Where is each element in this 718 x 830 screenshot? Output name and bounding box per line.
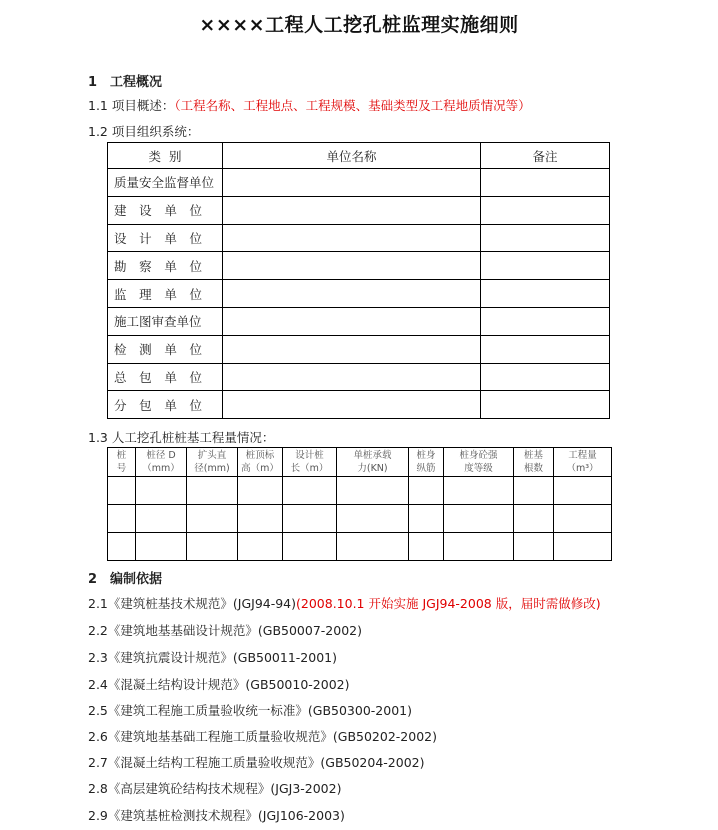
pile-quantity-cell xyxy=(337,533,409,561)
organization-category-label xyxy=(114,340,202,358)
reference-item xyxy=(88,675,349,693)
header-text-line: 径(mm) xyxy=(194,463,230,474)
organization-category-cell xyxy=(108,224,223,252)
reference-item xyxy=(88,594,601,612)
category-char: 包 xyxy=(139,369,152,385)
pile-quantity-row xyxy=(108,477,612,505)
organization-category-cell: 施工图审查单位 xyxy=(108,307,223,335)
category-char: 计 xyxy=(139,230,152,246)
pile-quantity-cell xyxy=(136,505,187,533)
organization-category-label xyxy=(114,285,202,303)
header-text-line: 高（m） xyxy=(241,463,279,474)
organization-table xyxy=(107,142,610,419)
item-1-3-label: 1.3 人工挖孔桩桩基工程量情况： xyxy=(88,430,275,445)
organization-category-cell: 质量安全监督单位 xyxy=(108,169,223,197)
organization-category-cell xyxy=(108,391,223,419)
pile-quantity-header-cell xyxy=(554,448,612,477)
section-2-heading xyxy=(88,568,162,587)
pile-quantity-row xyxy=(108,533,612,561)
header-unit-name: 单位名称 xyxy=(223,143,481,169)
pile-quantity-cell xyxy=(238,505,283,533)
pile-quantity-cell xyxy=(409,533,444,561)
item-1-2-label: 1.2 项目组织系统： xyxy=(88,124,200,139)
section-2-title: 编制依据 xyxy=(110,572,163,587)
reference-item xyxy=(88,648,337,666)
organization-category-label xyxy=(114,201,202,219)
category-char: 设 xyxy=(139,203,152,219)
category-char: 总 xyxy=(114,369,127,385)
unit-name-cell xyxy=(223,307,481,335)
header-remarks: 备注 xyxy=(481,143,610,169)
category-char: 位 xyxy=(189,230,202,246)
header-category: 类 别 xyxy=(108,143,223,169)
header-text-line: 单桩承载 xyxy=(353,450,392,461)
remarks-cell xyxy=(481,169,610,197)
pile-quantity-cell xyxy=(444,533,514,561)
header-text-line: 桩顶标 xyxy=(245,450,275,461)
pile-quantity-cell xyxy=(554,533,612,561)
category-char: 单 xyxy=(164,397,177,413)
organization-row xyxy=(108,224,610,252)
pile-quantity-cell xyxy=(238,533,283,561)
reference-item xyxy=(88,727,437,745)
reference-item xyxy=(88,806,345,824)
reference-text: 2.5《建筑工程施工质量验收统一标准》(GB50300-2001) xyxy=(88,703,412,718)
pile-quantity-cell xyxy=(554,477,612,505)
organization-category-cell xyxy=(108,252,223,280)
reference-text: 2.3《建筑抗震设计规范》(GB50011-2001) xyxy=(88,650,337,665)
header-text-line: 扩头直 xyxy=(197,450,227,461)
organization-category-label xyxy=(114,229,202,247)
header-text-line: （mm） xyxy=(142,463,180,474)
header-text-line: 设计桩 xyxy=(295,450,324,461)
category-char: 察 xyxy=(139,258,152,274)
pile-quantity-cell xyxy=(514,533,554,561)
remarks-cell xyxy=(481,280,610,308)
pile-quantity-cell xyxy=(238,477,283,505)
reference-text: 2.2《建筑地基基础设计规范》(GB50007-2002) xyxy=(88,623,362,638)
organization-category-cell xyxy=(108,196,223,224)
pile-quantity-cell xyxy=(187,477,238,505)
reference-text: 2.9《建筑基桩检测技术规程》(JGJ106-2003) xyxy=(88,808,345,823)
organization-row xyxy=(108,169,610,197)
header-text-line: 桩径 D xyxy=(146,450,176,461)
reference-text: 2.6《建筑地基基础工程施工质量验收规范》(GB50202-2002) xyxy=(88,729,437,744)
header-text-line: 工程量 xyxy=(568,450,597,461)
pile-quantity-header-cell xyxy=(283,448,337,477)
pile-quantity-cell xyxy=(108,505,136,533)
category-char: 单 xyxy=(164,286,177,302)
header-text-line: 桩身 xyxy=(416,450,436,461)
pile-quantity-header-cell xyxy=(187,448,238,477)
pile-quantity-cell xyxy=(136,477,187,505)
category-char: 理 xyxy=(139,286,152,302)
organization-row xyxy=(108,335,610,363)
reference-note: (2008.10.1 开始实施 JGJ94-2008 版，届时需做修改) xyxy=(296,596,601,611)
category-char: 单 xyxy=(164,230,177,246)
category-char: 位 xyxy=(189,258,202,274)
organization-category-label xyxy=(114,396,202,414)
document-title: ××××工程人工挖孔桩监理实施细则 xyxy=(199,14,519,36)
header-text-line: 号 xyxy=(116,463,127,474)
pile-quantity-cell xyxy=(444,505,514,533)
organization-row xyxy=(108,391,610,419)
pile-quantity-cell xyxy=(108,477,136,505)
pile-quantity-cell xyxy=(514,505,554,533)
category-char: 监 xyxy=(114,286,127,302)
reference-item xyxy=(88,753,424,771)
organization-table-header xyxy=(108,143,610,169)
pile-quantity-cell xyxy=(337,505,409,533)
category-char: 测 xyxy=(139,342,152,358)
unit-name-cell xyxy=(223,224,481,252)
pile-quantity-cell xyxy=(409,477,444,505)
organization-row xyxy=(108,280,610,308)
pile-quantity-cell xyxy=(283,477,337,505)
pile-quantity-header-cell xyxy=(444,448,514,477)
section-1-number: 1 xyxy=(88,75,98,90)
pile-quantity-header-cell xyxy=(108,448,136,477)
unit-name-cell xyxy=(223,335,481,363)
category-char: 位 xyxy=(189,203,202,219)
remarks-cell xyxy=(481,196,610,224)
reference-text: 2.8《高层建筑砼结构技术规程》(JGJ3-2002) xyxy=(88,781,342,796)
header-text-line: 根数 xyxy=(523,463,543,474)
pile-quantity-cell xyxy=(187,505,238,533)
category-char: 勘 xyxy=(114,258,127,274)
pile-quantity-cell xyxy=(337,477,409,505)
header-text-line: 桩身砼强 xyxy=(459,450,498,461)
remarks-cell xyxy=(481,335,610,363)
section-2-number: 2 xyxy=(88,572,98,587)
header-text-line: 纵筋 xyxy=(416,463,436,474)
reference-item xyxy=(88,701,412,719)
category-char: 位 xyxy=(189,342,202,358)
header-text-line: 长（m） xyxy=(290,463,329,474)
item-1-1-label: 1.1 项目概述： xyxy=(88,98,175,113)
unit-name-cell xyxy=(223,169,481,197)
category-char: 位 xyxy=(189,397,202,413)
category-char: 单 xyxy=(164,342,177,358)
reference-item xyxy=(88,621,362,639)
unit-name-cell xyxy=(223,280,481,308)
pile-quantity-table xyxy=(107,447,612,561)
pile-quantity-header-cell xyxy=(238,448,283,477)
pile-quantity-cell xyxy=(554,505,612,533)
remarks-cell xyxy=(481,307,610,335)
organization-row xyxy=(108,307,610,335)
organization-row xyxy=(108,363,610,391)
unit-name-cell xyxy=(223,252,481,280)
pile-quantity-header-cell xyxy=(409,448,444,477)
reference-text: 2.7《混凝土结构工程施工质量验收规范》(GB50204-2002) xyxy=(88,755,425,770)
category-char: 单 xyxy=(164,369,177,385)
unit-name-cell xyxy=(223,391,481,419)
reference-item xyxy=(88,779,341,797)
pile-quantity-cell xyxy=(283,533,337,561)
pile-quantity-row xyxy=(108,505,612,533)
reference-text: 2.4《混凝土结构设计规范》(GB50010-2002) xyxy=(88,677,350,692)
pile-quantity-header-cell xyxy=(136,448,187,477)
pile-quantity-cell xyxy=(514,477,554,505)
category-char: 位 xyxy=(189,369,202,385)
section-1-heading xyxy=(88,71,162,90)
pile-quantity-header-cell xyxy=(337,448,409,477)
category-char: 单 xyxy=(164,203,177,219)
pile-quantity-table-header xyxy=(108,448,612,477)
remarks-cell xyxy=(481,224,610,252)
unit-name-cell xyxy=(223,196,481,224)
header-text-line: 桩 xyxy=(116,450,127,461)
organization-category-label xyxy=(114,257,202,275)
pile-quantity-header-cell xyxy=(514,448,554,477)
organization-row xyxy=(108,252,610,280)
category-char: 建 xyxy=(114,203,127,219)
organization-category-cell xyxy=(108,363,223,391)
section-1-title: 工程概况 xyxy=(110,75,163,90)
pile-quantity-cell xyxy=(187,533,238,561)
category-char: 设 xyxy=(114,230,127,246)
unit-name-cell xyxy=(223,363,481,391)
category-char: 分 xyxy=(114,397,127,413)
remarks-cell xyxy=(481,391,610,419)
reference-text: 2.1《建筑桩基技术规范》(JGJ94-94) xyxy=(88,596,297,611)
pile-quantity-cell xyxy=(136,533,187,561)
pile-quantity-cell xyxy=(108,533,136,561)
pile-quantity-cell xyxy=(283,505,337,533)
category-char: 单 xyxy=(164,258,177,274)
header-text-line: （m³） xyxy=(566,463,599,474)
pile-quantity-cell xyxy=(409,505,444,533)
remarks-cell xyxy=(481,252,610,280)
header-text-line: 桩基 xyxy=(523,450,543,461)
header-text-line: 力(KN) xyxy=(357,463,388,474)
category-char: 包 xyxy=(139,397,152,413)
header-text-line: 度等级 xyxy=(464,463,493,474)
organization-category-label xyxy=(114,368,202,386)
category-char: 位 xyxy=(189,286,202,302)
category-char: 检 xyxy=(114,342,127,358)
remarks-cell xyxy=(481,363,610,391)
pile-quantity-cell xyxy=(444,477,514,505)
organization-row xyxy=(108,196,610,224)
item-1-1-note: （工程名称、工程地点、工程规模、基础类型及工程地质情况等） xyxy=(174,98,531,113)
item-1-1 xyxy=(88,96,531,114)
organization-category-cell xyxy=(108,280,223,308)
organization-category-cell xyxy=(108,335,223,363)
